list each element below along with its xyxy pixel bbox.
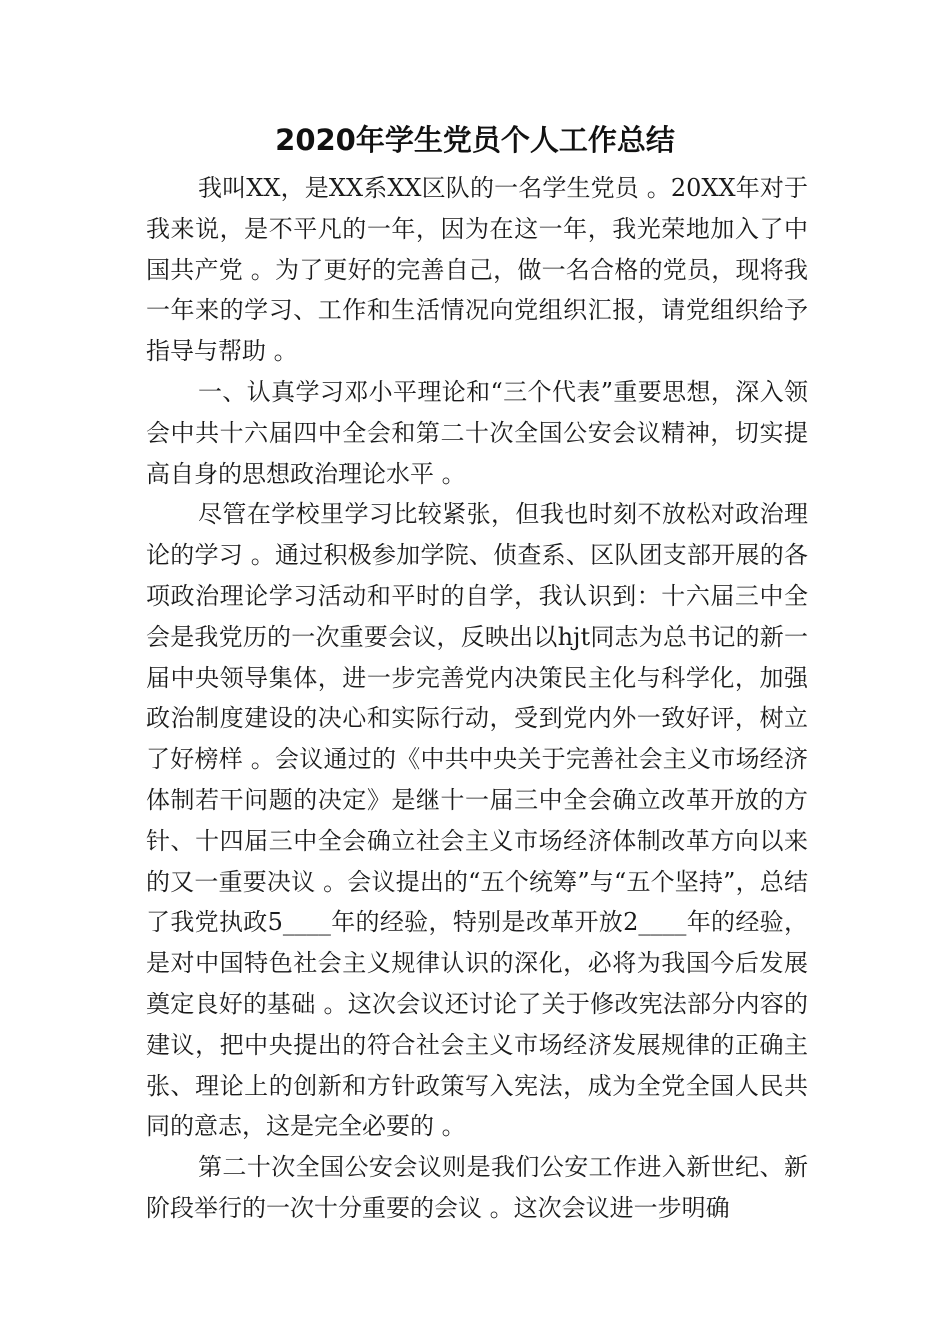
paragraph-intro: 我叫XX，是XX系XX区队的一名学生党员 。20XX年对于我来说，是不平凡的一年，因为在这一年，我光荣地加入了中国共产党 。为了更好的完善自己，做一名合格的党员，现将我一年来的学习、工作和生活情况向党组织汇报，请党组织给予指导与帮助 。: [146, 174, 808, 366]
paragraph-section-one-heading: 一、认真学习邓小平理论和“三个代表”重要思想，深入领会中共十六届四中全会和第二十次全国公安会议精神，切实提高自身的思想政治理论水平 。: [146, 377, 808, 488]
document-title: 2020年学生党员个人工作总结: [275, 123, 675, 157]
document-body: [146, 168, 808, 1229]
paragraph-theory-study: 尽管在学校里学习比较紧张，但我也时刻不放松对政治理论的学习 。通过积极参加学院、侦查系、区队团支部开展的各项政治理论学习活动和平时的自学，我认识到：十六届三中全会是我党历的一次重要会议，反映出以hjt同志为总书记的新一届中央领导集体，进一步完善党内决策民主化与科学化，加强政治制度建设的决心和实际行动，受到党内外一致好评，树立了好榜样 。会议通过的《中共中央关于完善社会主义市场经济体制若干问题的决定》是继十一届三中全会确立改革开放的方针、十四届三中全会确立社会主义市场经济体制改革方向以来的又一重要决议 。会议提出的“五个统筹”与“五个坚持”，总结了我党执政5____年的经验，特别是改革开放2____年的经验，是对中国特色社会主义规律认识的深化，必将为我国今后发展奠定良好的基础 。这次会议还讨论了关于修改宪法部分内容的建议，把中央提出的符合社会主义市场经济发展规律的正确主张、理论上的创新和方针政策写入宪法，成为全党全国人民共同的意志，这是完全必要的 。: [146, 500, 808, 1141]
paragraph-police-conference: 第二十次全国公安会议则是我们公安工作进入新世纪、新阶段举行的一次十分重要的会议 。这次会议进一步明确: [146, 1153, 808, 1222]
